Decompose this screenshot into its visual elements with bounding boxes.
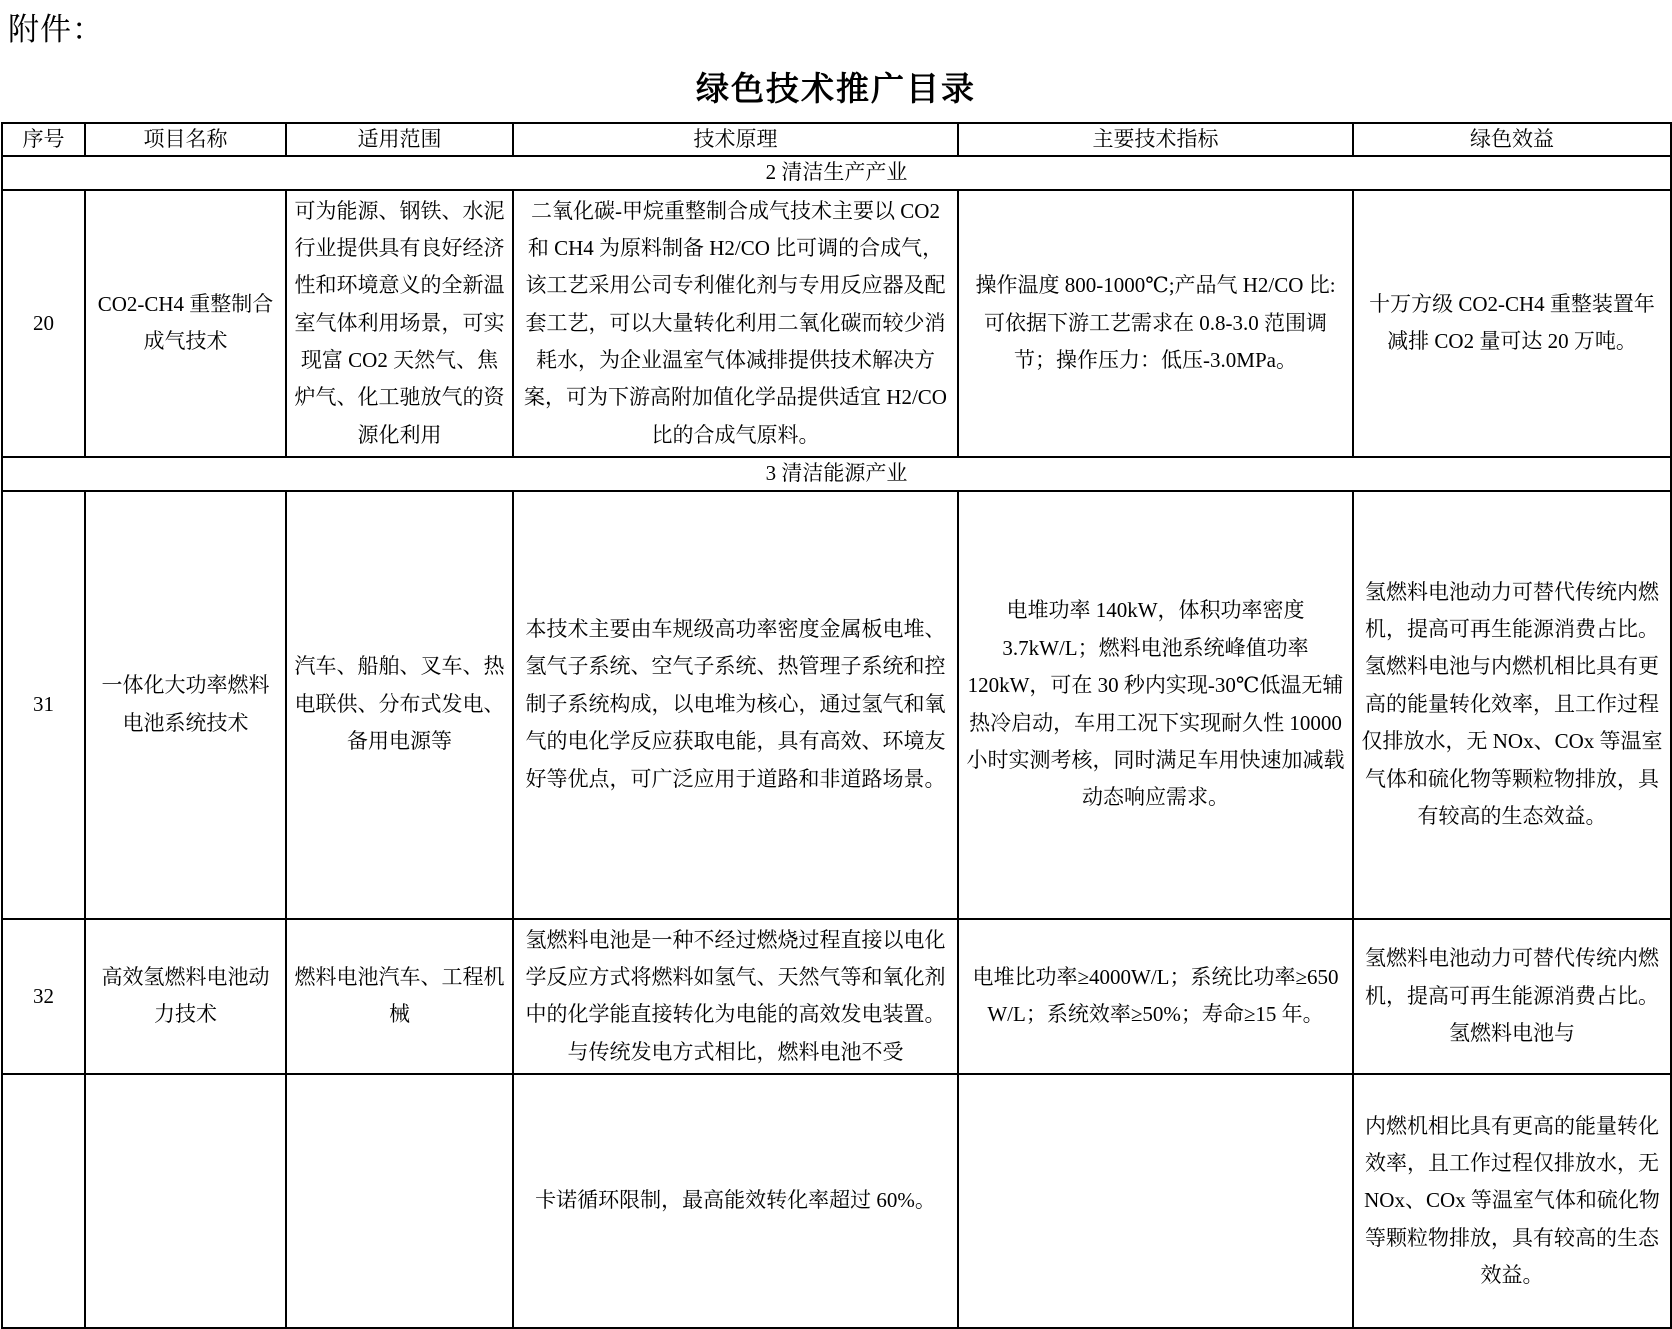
green-tech-catalog-table	[1, 122, 1672, 1329]
section-label: 2 清洁生产产业	[2, 156, 1671, 189]
cell-project-name: 高效氢燃料电池动力技术	[85, 919, 286, 1075]
section-label: 3 清洁能源产业	[2, 457, 1671, 490]
cell-application-scope: 汽车、船舶、叉车、热电联供、分布式发电、备用电源等	[286, 491, 513, 919]
header-project-name: 项目名称	[85, 123, 286, 156]
table-row-31	[2, 491, 1671, 919]
cell-serial-number	[2, 1074, 85, 1328]
table-header-row	[2, 123, 1671, 156]
cell-main-indicators	[958, 1074, 1353, 1328]
cell-project-name: CO2-CH4 重整制合成气技术	[85, 190, 286, 458]
cell-green-benefits: 十万方级 CO2-CH4 重整装置年减排 CO2 量可达 20 万吨。	[1353, 190, 1671, 458]
cell-main-indicators: 电堆功率 140kW，体积功率密度 3.7kW/L；燃料电池系统峰值功率 120kW，可在 30 秒内实现-30℃低温无辅热冷启动，车用工况下实现耐久性 10000 小时实测考核，同时满足车用快速加减载动态响应需求。	[958, 491, 1353, 919]
cell-green-benefits: 氢燃料电池动力可替代传统内燃机，提高可再生能源消费占比。氢燃料电池与	[1353, 919, 1671, 1075]
table-row-32	[2, 919, 1671, 1075]
cell-application-scope	[286, 1074, 513, 1328]
header-main-indicators: 主要技术指标	[958, 123, 1353, 156]
cell-technical-principle: 卡诺循环限制，最高能效转化率超过 60%。	[513, 1074, 958, 1328]
header-technical-principle: 技术原理	[513, 123, 958, 156]
attachment-label: 附件：	[8, 12, 104, 47]
cell-project-name: 一体化大功率燃料电池系统技术	[85, 491, 286, 919]
section-row-clean-production	[2, 156, 1671, 189]
page-title: 绿色技术推广目录	[696, 72, 976, 108]
cell-green-benefits: 内燃机相比具有更高的能量转化效率，且工作过程仅排放水，无 NOx、COx 等温室气体和硫化物等颗粒物排放，具有较高的生态效益。	[1353, 1074, 1671, 1328]
section-row-clean-energy	[2, 457, 1671, 490]
cell-main-indicators: 操作温度 800-1000℃;产品气 H2/CO 比:可依据下游工艺需求在 0.8-3.0 范围调节；操作压力：低压-3.0MPa。	[958, 190, 1353, 458]
table-row-32-continuation	[2, 1074, 1671, 1328]
header-application-scope: 适用范围	[286, 123, 513, 156]
cell-serial-number: 32	[2, 919, 85, 1075]
cell-green-benefits: 氢燃料电池动力可替代传统内燃机，提高可再生能源消费占比。氢燃料电池与内燃机相比具有更高的能量转化效率，且工作过程仅排放水，无 NOx、COx 等温室气体和硫化物等颗粒物排放，具有较高的生态效益。	[1353, 491, 1671, 919]
cell-technical-principle: 本技术主要由车规级高功率密度金属板电堆、氢气子系统、空气子系统、热管理子系统和控制子系统构成，以电堆为核心，通过氢气和氧气的电化学反应获取电能，具有高效、环境友好等优点，可广泛应用于道路和非道路场景。	[513, 491, 958, 919]
cell-application-scope: 燃料电池汽车、工程机械	[286, 919, 513, 1075]
table-row-20	[2, 190, 1671, 458]
cell-main-indicators: 电堆比功率≥4000W/L；系统比功率≥650 W/L；系统效率≥50%；寿命≥15 年。	[958, 919, 1353, 1075]
cell-serial-number: 20	[2, 190, 85, 458]
cell-technical-principle: 氢燃料电池是一种不经过燃烧过程直接以电化学反应方式将燃料如氢气、天然气等和氧化剂中的化学能直接转化为电能的高效发电装置。与传统发电方式相比，燃料电池不受	[513, 919, 958, 1075]
header-green-benefits: 绿色效益	[1353, 123, 1671, 156]
header-serial-number: 序号	[2, 123, 85, 156]
cell-project-name	[85, 1074, 286, 1328]
cell-serial-number: 31	[2, 491, 85, 919]
cell-application-scope: 可为能源、钢铁、水泥行业提供具有良好经济性和环境意义的全新温室气体利用场景，可实现富 CO2 天然气、焦炉气、化工驰放气的资源化利用	[286, 190, 513, 458]
cell-technical-principle: 二氧化碳-甲烷重整制合成气技术主要以 CO2 和 CH4 为原料制备 H2/CO 比可调的合成气，该工艺采用公司专利催化剂与专用反应器及配套工艺，可以大量转化利用二氧化碳而较少消耗水，为企业温室气体减排提供技术解决方案，可为下游高附加值化学品提供适宜 H2/CO 比的合成气原料。	[513, 190, 958, 458]
